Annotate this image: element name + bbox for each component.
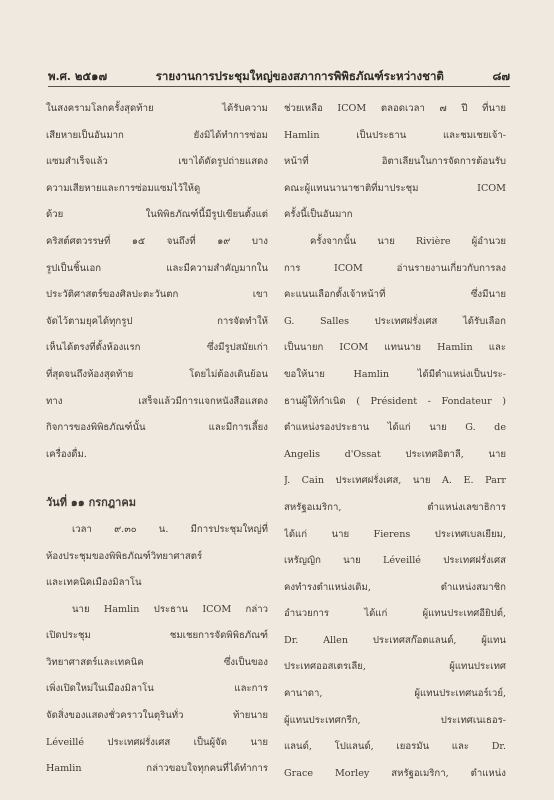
text-line: คริสต์ศตวรรษที่ ๑๕ จนถึงที่ ๑๙ บาง: [46, 235, 268, 247]
text-line: คะแนนเลือกตั้งเจ้าหน้าที่ ซึ่งมีนาย: [284, 289, 506, 301]
text-line: แลนด์, โปแลนด์, เยอรมัน และ Dr.: [284, 741, 506, 753]
text-line: Dr. Allen ประเทศสก๊อตแลนด์, ผู้แทน: [284, 634, 506, 646]
text-line: ช่วยเหลือ ICOM ตลอดเวลา ๗ ปี ที่นาย: [284, 103, 506, 114]
text-line: รูปเป็นชิ้นเอก และมีความสำคัญมากใน: [46, 262, 268, 274]
text-line: อำนวยการ ได้แก่ ผู้แทนประเทศอียิปต์,: [284, 608, 506, 620]
text-line: คณะผู้แทนนานาชาติที่มาประชุม ICOM: [284, 182, 506, 194]
date-heading: วันที่ ๑๑ กรกฎาคม: [46, 496, 136, 510]
text-line: ครั้งนี้เป็นอันมาก: [284, 209, 353, 221]
text-line: วิทยาศาสตร์และเทคนิค ซึ่งเป็นของ: [46, 656, 268, 668]
text-line: เวลา ๙.๓๐ น. มีการประชุมใหญ่ที่: [72, 523, 268, 535]
text-line: Léveillé ประเทศฝรั่งเศส เป็นผู้จัด นาย: [46, 736, 268, 748]
text-line: คานาดา, ผู้แทนประเทศนอร์เวย์,: [284, 688, 506, 700]
text-line: เปิดประชุม ชมเชยการจัดพิพิธภัณฑ์: [46, 630, 268, 642]
text-line: เพิ่งเปิดใหม่ในเมืองมิลาโน และการ: [46, 683, 268, 695]
text-line: หน้าที่ อิตาเลียนในการจัดการต้อนรับ: [284, 156, 506, 168]
paragraph-gap: [46, 468, 268, 490]
text-line: ประวัติศาสตร์ของศิลปะตะวันตก เขา: [46, 289, 268, 301]
text-line: ห้องประชุมของพิพิธภัณฑ์วิทยาศาสตร์: [46, 550, 203, 562]
text-line: ในสงครามโลกครั้งสุดท้าย ได้รับความ: [46, 103, 268, 114]
text-line: จัดไว้ตามยุคได้ทุกรูป การจัดทำให้: [46, 315, 268, 327]
text-line: และเทคนิคเมืองมิลาโน: [46, 577, 142, 589]
text-line: ด้วย ในพิพิธภัณฑ์นี้มีรูปเขียนตั้งแต่: [46, 209, 268, 221]
text-line: ทาง เสร็จแล้วมีการแจกหนังสือแสดง: [46, 395, 268, 407]
text-line: เป็นนายก ICOM แทนนาย Hamlin และ: [284, 342, 506, 354]
left-column: [46, 96, 268, 783]
text-line: Grace Morley สหรัฐอเมริกา, ตำแหน่ง: [284, 767, 506, 779]
header-year: พ.ศ. ๒๕๑๗: [48, 69, 108, 83]
text-line: ธานผู้ให้กำเนิด ( Président - Fondateur ): [284, 395, 506, 407]
text-line: ตำแหน่งรองประธาน ได้แก่ นาย G. de: [284, 422, 506, 434]
text-line: ได้แก่ นาย Fierens ประเทศเบลเยียม,: [284, 528, 506, 540]
text-line: ขอให้นาย Hamlin ได้มีตำแหน่งเป็นประ-: [284, 368, 506, 380]
text-line: ที่สุดจนถึงห้องสุดท้าย โดยไม่ต้องเดินย้อน: [46, 368, 268, 380]
text-line: Hamlin กล่าวขอบใจทุกคนที่ได้ทำการ: [46, 763, 268, 775]
text-line: นาย Hamlin ประธาน ICOM กล่าว: [72, 603, 268, 615]
text-line: เสียหายเป็นอันมาก ยังมิได้ทำการซ่อม: [46, 129, 268, 141]
text-line: คงทำรงตำแหน่งเดิม, ตำแหน่งสมาชิก: [284, 581, 506, 593]
text-line: เห็นได้ตรงที่ตั้งห้องแรก ซึ่งมีรูปสมัยเก่า: [46, 342, 268, 354]
text-line: G. Salles ประเทศฝรั่งเศส ได้รับเลือก: [284, 315, 506, 327]
page-header: [48, 68, 510, 86]
text-line: เครื่องดื่ม.: [46, 448, 87, 460]
text-line: Hamlin เป็นประธาน และชมเชยเจ้า-: [284, 129, 506, 141]
header-rule: [48, 86, 510, 87]
text-line: แซมสำเร็จแล้ว เขาได้ดัดรูปถ่ายแสดง: [46, 156, 268, 168]
text-line: ความเสียหายและการซ่อมแซมไว้ให้ดู: [46, 182, 201, 194]
text-line: ครั้งจากนั้น นาย Rivière ผู้อำนวย: [310, 235, 506, 247]
text-line: การ ICOM อ่านรายงานเกี่ยวกับการลง: [284, 262, 506, 274]
text-line: J. Cain ประเทศฝรั่งเศส, นาย A. E. Parr: [284, 475, 506, 487]
text-line: Angelis d'Ossat ประเทศอิตาลี, นาย: [284, 448, 506, 460]
page-number: ๘๗: [492, 69, 510, 83]
text-line: กิจการของพิพิธภัณฑ์นั้น และมีการเลี้ยง: [46, 422, 268, 434]
text-line: จัดสิ่งของแสดงชั่วคราวในตุรินทั่ว ท้ายนาย: [46, 710, 268, 722]
text-line: สหรัฐอเมริกา, ตำแหน่งเลขาธิการ: [284, 501, 506, 513]
text-line: ประเทศออสเตรเลีย, ผู้แทนประเทศ: [284, 661, 506, 673]
header-title: รายงานการประชุมใหญ่ของสภาการพิพิธภัณฑ์ระหว่างชาติ: [155, 69, 444, 83]
right-column: [284, 96, 506, 787]
text-line: ผู้แทนประเทศกรีก, ประเทศเนเธอร-: [284, 714, 506, 726]
text-line: เหรัญญิก นาย Léveillé ประเทศฝรั่งเศส: [284, 555, 506, 567]
